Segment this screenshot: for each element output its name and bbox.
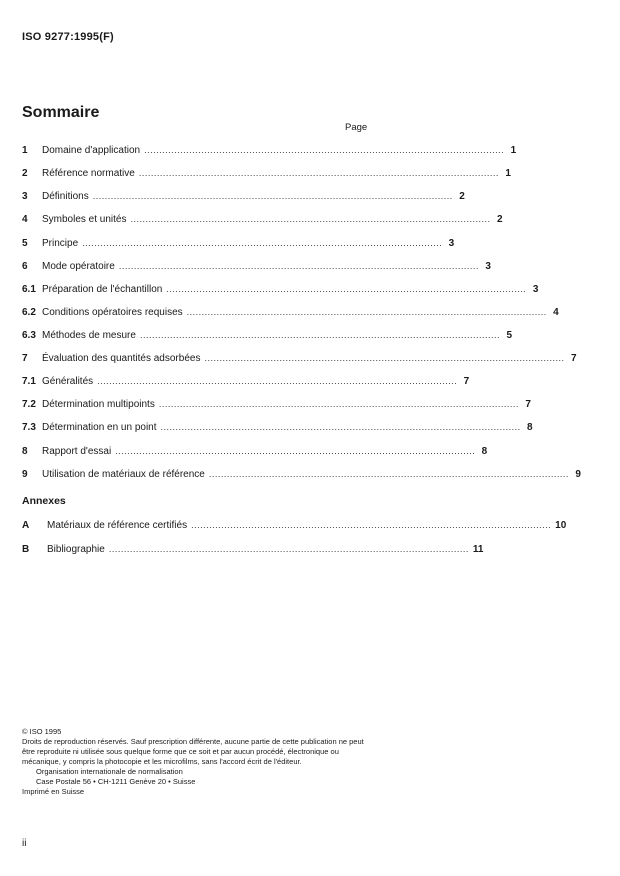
toc-entry-page: 7 [570, 352, 577, 364]
toc-entry[interactable] [22, 542, 484, 556]
toc-entry[interactable] [22, 397, 531, 411]
copyright-text: Droits de reproduction réservés. Sauf prescription différente, aucune partie de cette publication ne peut être reproduite ni utilisée sous quelque forme que ce soit et par aucun procédé, électronique ou mécanique, y compris la photocopie et les microfilms, sans l'accord écrit de l'éditeur. [22, 737, 364, 766]
toc-entry[interactable] [22, 143, 517, 157]
toc-entry-page: 10 [555, 519, 567, 531]
toc-entry-number: 3 [22, 190, 28, 202]
toc-entry-label: Conditions opératoires requises [42, 306, 183, 318]
leader-dots: ........................................................................................................................ [138, 168, 499, 178]
toc-entry-page: 3 [532, 283, 539, 295]
toc-entry-label: Symboles et unités [42, 213, 127, 225]
toc-entry[interactable] [22, 212, 503, 226]
toc-entry-number: 6.1 [22, 283, 36, 295]
toc-entry-number: 7.3 [22, 421, 36, 433]
toc-entry[interactable] [22, 351, 577, 365]
toc-entry[interactable] [22, 259, 491, 273]
leader-dots: ........................................................................................................................ [108, 544, 469, 554]
toc-entry-page: 8 [527, 421, 533, 433]
page-column-label: Page [345, 122, 368, 133]
toc-entry-label: Principe [42, 237, 79, 249]
toc-entry-number: 8 [22, 445, 28, 457]
toc-entry-page: 3 [485, 260, 491, 272]
toc-entry-number: 2 [22, 167, 28, 179]
toc-entry-page: 2 [497, 213, 503, 225]
toc-entry-page: 9 [575, 468, 581, 480]
toc-entry-page: 3 [448, 237, 455, 249]
toc-entry-label: Détermination en un point [42, 421, 157, 433]
copyright-line: © ISO 1995 [22, 727, 62, 736]
toc-entry-label: Rapport d'essai [42, 445, 112, 457]
leader-dots: ........................................................................................................................ [97, 376, 458, 386]
leader-dots: ........................................................................................................................ [186, 307, 547, 317]
toc-entry-label: Méthodes de mesure [42, 329, 136, 341]
leader-dots: ........................................................................................................................ [115, 446, 476, 456]
toc-entry-label: Mode opératoire [42, 260, 115, 272]
toc-entry-number: 1 [22, 144, 28, 156]
toc-entry-page: 7 [525, 398, 531, 410]
toc-entry-page: 1 [510, 144, 517, 156]
page-title: Sommaire [22, 104, 100, 121]
toc-entry-number: 4 [22, 213, 28, 225]
page-number: ii [22, 838, 27, 849]
copyright-block [22, 727, 370, 797]
toc-entry[interactable] [22, 236, 455, 250]
toc-entry-number: 7.1 [22, 375, 36, 387]
toc-entry-label: Référence normative [42, 167, 135, 179]
toc-entry-number: 7.2 [22, 398, 36, 410]
leader-dots: ........................................................................................................................ [82, 238, 443, 248]
document-id: ISO 9277:1995(F) [22, 31, 114, 43]
leader-dots: ........................................................................................................................ [144, 145, 505, 155]
toc-entry-number: B [22, 543, 30, 555]
toc-entry-number: 6.2 [22, 306, 36, 318]
toc-entry-label: Généralités [42, 375, 94, 387]
org-name: Organisation internationale de normalisation [36, 767, 183, 776]
leader-dots: ........................................................................................................................ [166, 284, 527, 294]
toc-entry[interactable] [22, 282, 539, 296]
toc-entry-page: 5 [506, 329, 513, 341]
toc-entry[interactable] [22, 305, 559, 319]
toc-entry[interactable] [22, 467, 581, 481]
leader-dots: ........................................................................................................................ [118, 261, 479, 271]
printed-in: Imprimé en Suisse [22, 787, 85, 796]
toc-entry-number: 7 [22, 352, 28, 364]
toc-entry[interactable] [22, 328, 513, 342]
toc-entry[interactable] [22, 518, 567, 532]
leader-dots: ........................................................................................................................ [158, 399, 519, 409]
leader-dots: ........................................................................................................................ [92, 191, 453, 201]
toc-entry-label: Définitions [42, 190, 89, 202]
toc-entry-page: 7 [463, 375, 470, 387]
toc-entry-page: 4 [553, 306, 559, 318]
toc-entry-label: Préparation de l'échantillon [42, 283, 163, 295]
leader-dots: ........................................................................................................................ [191, 520, 552, 530]
toc-entry-page: 1 [505, 167, 511, 179]
toc-entry-number: 9 [22, 468, 28, 480]
toc-entry-page: 11 [472, 543, 484, 555]
toc-entry[interactable] [22, 189, 465, 203]
org-address: Case Postale 56 • CH-1211 Genève 20 • Suisse [36, 777, 196, 786]
toc-entry[interactable] [22, 444, 488, 458]
toc-entry-label: Détermination multipoints [42, 398, 155, 410]
leader-dots: ........................................................................................................................ [160, 422, 521, 432]
toc-entry[interactable] [22, 420, 533, 434]
annexes-heading: Annexes [22, 495, 66, 507]
leader-dots: ........................................................................................................................ [208, 469, 569, 479]
toc-entry-page: 8 [481, 445, 488, 457]
leader-dots: ........................................................................................................................ [139, 330, 501, 340]
toc-entry-label: Bibliographie [47, 543, 105, 555]
toc-entry-label: Domaine d'application [42, 144, 141, 156]
leader-dots: ........................................................................................................................ [204, 353, 565, 363]
toc-entry-page: 2 [459, 190, 465, 202]
toc-entry[interactable] [22, 374, 470, 388]
toc-entry-label: Matériaux de référence certifiés [47, 519, 188, 531]
toc-entry-label: Évaluation des quantités adsorbées [42, 352, 201, 364]
leader-dots: ........................................................................................................................ [130, 214, 491, 224]
toc-entry-number: 5 [22, 237, 28, 249]
toc-entry-label: Utilisation de matériaux de référence [42, 468, 205, 480]
toc-entry[interactable] [22, 166, 511, 180]
toc-entry-number: A [22, 519, 30, 531]
toc-entry-number: 6.3 [22, 329, 36, 341]
toc-entry-number: 6 [22, 260, 28, 272]
